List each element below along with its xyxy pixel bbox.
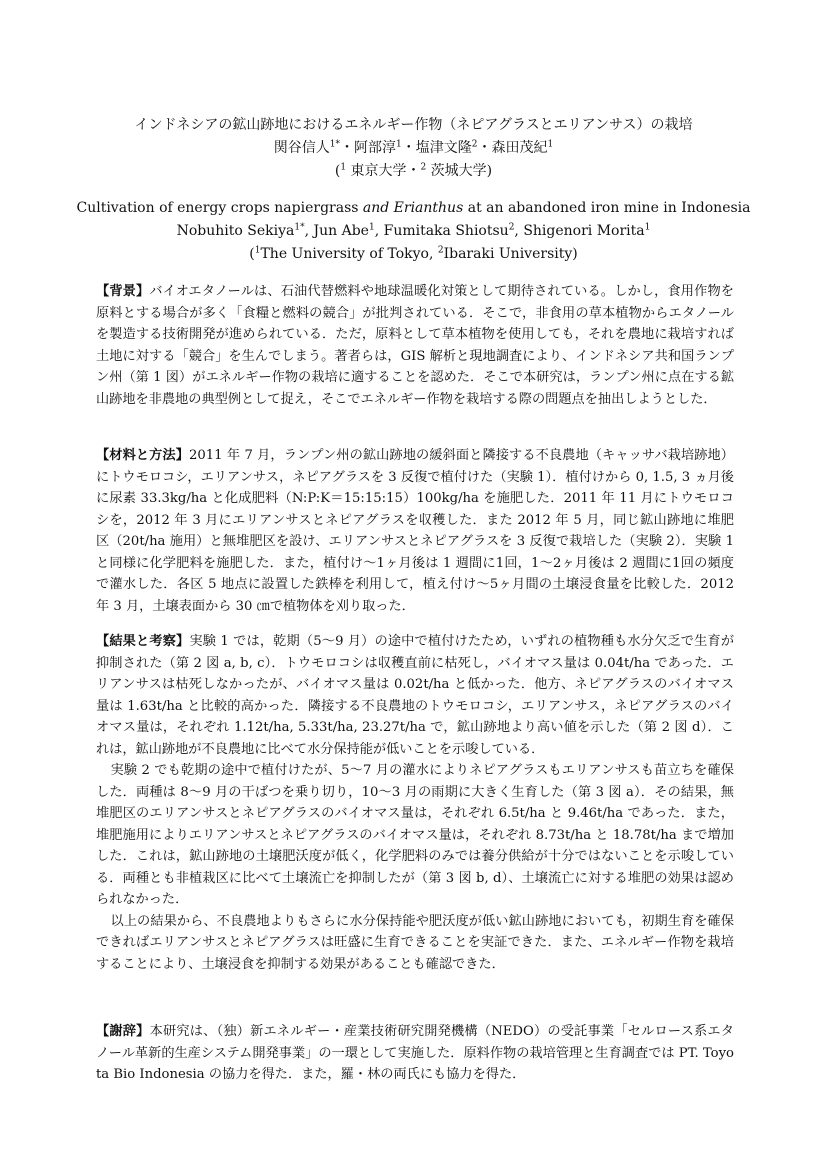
affil-ja-open: ( <box>334 163 341 179</box>
affiliation-en <box>60 243 767 266</box>
background-paragraph <box>96 281 734 410</box>
author-en-4: , Shigenori Morita <box>514 223 645 239</box>
affil-ja-sup1: 1 <box>340 162 347 173</box>
author-sep: ・ <box>401 140 416 156</box>
section-heading: 【背景】 <box>96 284 150 299</box>
author-en-4-sup: 1 <box>644 222 651 233</box>
section-background <box>96 281 734 410</box>
ack-paragraph <box>96 1021 734 1086</box>
authors-ja <box>60 137 767 160</box>
authors-en <box>60 220 767 243</box>
results-paragraph-2: 実験 2 でも乾期の途中で植付けたが、5～7 月の灌水によりネピアグラスもエリアンサスも苗立ちを確保した．両種は 8～9 月の干ばつを乗り切り，10～3 月の雨期に大きく生育した（第 3 図 a）．その結果，無堆肥区のエリアンサスとネピアグラスのバイオマス量は，それぞれ 6.5t/ha と 9.46t/ha であった．また，堆肥施用によりエリアンサスとネピアグラスのバイオマス量は，それぞれ 8.73t/ha と 18.78t/ha まで増加した．これは，鉱山跡地の土壌肥沃度が低く，化学肥料のみでは養分供給が十分ではないことを示唆している．両種とも非植栽区に比べて土壌流亡を抑制したが（第 3 図 b, d）、土壌流亡に対する堆肥の効果は認められなかった． <box>96 763 734 907</box>
author-ja-1: 関谷信人 <box>273 140 330 156</box>
section-text: 実験 1 では，乾期（5～9 月）の途中で植付けたため，いずれの植物種も水分欠乏で生育が抑制された（第 2 図 a, b, c）．トウモロコシは収穫直前に枯死し，バイオマス量は 0.04t/ha であった．エリアンサスは枯死しなかったが、バイオマス量は 0.02t/ha と低かった．他方、ネピアグラスのバイオマス量は 1.63t/ha と比較的高かった．隣接する不良農地のトウモロコシ，エリアンサス，ネピアグラスのバイオマス量は，それぞれ 1.12t/ha, 5.33t/ha, 23.27t/ha で，鉱山跡地より高い値を示した（第 2 図 d）．これは，鉱山跡地が不良農地に比べて水分保持能が低いことを示唆している． <box>96 634 735 757</box>
section-methods <box>96 445 734 617</box>
affil-en-sup1: 1 <box>254 245 261 256</box>
author-en-1-sup: 1* <box>294 222 305 233</box>
author-ja-2-sup: 1 <box>396 139 402 150</box>
author-en-1: Nobuhito Sekiya <box>176 223 295 239</box>
author-sep: ・ <box>477 140 492 156</box>
author-ja-1-sup: 1* <box>329 139 341 150</box>
affil-ja-text2: 茨城大学) <box>426 163 493 179</box>
author-ja-4: 森田茂紀 <box>491 140 548 156</box>
affil-en-sup2: 2 <box>437 245 444 256</box>
author-en-2-sup: 1 <box>368 222 375 233</box>
title-en-part1: Cultivation of energy crops napiergrass <box>76 200 363 216</box>
affil-en-open: ( <box>249 246 255 262</box>
section-text: 2011 年 7 月，ランプン州の鉱山跡地の緩斜面と隣接する不良農地（キャッサバ栽培跡地）にトウモロコシ，エリアンサス，ネピアグラスを 3 反復で植付けた（実験 1）．植付けから 0, 1.5, 3 ヵ月後に尿素 33.3kg/ha と化成肥料（N:P:K＝15:15:15）100kg/ha を施肥した．2011 年 11 月にトウモロコシを，2012 年 3 月にエリアンサスとネピアグラスを収穫した．また 2012 年 5 月，同じ鉱山跡地に堆肥区（20t/ha 施用）と無堆肥区を設け、エリアンサスとネピアグラスを 3 反復で栽培した（実験 2）．実験 1 と同様に化学肥料を施肥した．また，植付け～1ヶ月後は 1 週間に1回，1～2ヶ月後は 2 週間に1回の頻度で灌水した．各区 5 地点に設置した鉄棒を利用して，植え付け～5ヶ月間の土壌浸食量を比較した．2012 年 3 月，土壌表面から 30 ㎝で植物体を刈り取った． <box>96 448 734 614</box>
results-paragraph-3: 以上の結果から、不良農地よりもさらに水分保持能や肥沃度が低い鉱山跡地においても，初期生育を確保できればエリアンサスとネピアグラスは旺盛に生育できることを実証できた．また、エネルギー作物を栽培することにより、土壌浸食を抑制する効果があることも確認できた． <box>96 913 734 972</box>
author-en-3: , Fumitaka Shiotsu <box>374 223 509 239</box>
author-ja-3: 塩津文隆 <box>415 140 472 156</box>
author-ja-4-sup: 1 <box>547 139 554 150</box>
author-ja-2: 阿部淳 <box>354 140 397 156</box>
title-ja: インドネシアの鉱山跡地におけるエネルギー作物（ネピアグラスとエリアンサス）の栽培 <box>134 117 693 133</box>
english-title-block <box>60 197 767 266</box>
japanese-title-block <box>60 114 767 183</box>
section-heading: 【結果と考察】 <box>96 634 190 649</box>
section-heading: 【材料と方法】 <box>96 448 190 463</box>
affil-en-text1: The University of Tokyo, <box>260 246 438 262</box>
section-text: 本研究は、（独）新エネルギー・産業技術研究開発機構（NEDO）の受託事業「セルロース系エタノール革新的生産システム開発事業」の一環として実施した．原料作物の栽培管理と生育調査では PT. Toyota Bio Indonesia の協力を得た．また，羅・林の両氏にも協力を得た． <box>96 1024 734 1082</box>
author-ja-3-sup: 2 <box>471 139 478 150</box>
author-sep: ・ <box>340 140 355 156</box>
affil-ja-sup2: 2 <box>420 162 427 173</box>
section-acknowledgements <box>96 1021 734 1086</box>
affil-ja-text1: 東京大学・ <box>346 163 421 179</box>
author-en-2: , Jun Abe <box>304 223 369 239</box>
author-en-3-sup: 2 <box>508 222 515 233</box>
section-text: バイオエタノールは、石油代替燃料や地球温暖化対策として期待されている。しかし，食用作物を原料とする場合が多く「食糧と燃料の競合」が批判されている．そこで，非食用の草本植物からエタノールを製造する技術開発が進められている．ただ，原料として草本植物を使用しても，それを農地に栽培すれば土地に対する「競合」を生んでしまう。著者らは，GIS 解析と現地調査により、インドネシア共和国ランプン州（第 1 図）がエネルギー作物の栽培に適することを認めた．そこで本研究は，ランプン州に点在する鉱山跡地を非農地の典型例として捉え，そこでエネルギー作物を栽培する際の問題点を抽出しようとした． <box>96 284 734 407</box>
section-heading: 【謝辞】 <box>96 1024 150 1039</box>
affil-en-text2: Ibaraki University) <box>443 246 578 262</box>
section-results <box>96 631 734 975</box>
affiliation-ja <box>60 160 767 183</box>
title-en-italic: and Erianthus <box>362 200 464 216</box>
results-paragraph-1 <box>96 631 734 760</box>
methods-paragraph <box>96 445 734 617</box>
title-en <box>60 197 767 220</box>
title-en-part3: at an abandoned iron mine in Indonesia <box>463 200 751 216</box>
